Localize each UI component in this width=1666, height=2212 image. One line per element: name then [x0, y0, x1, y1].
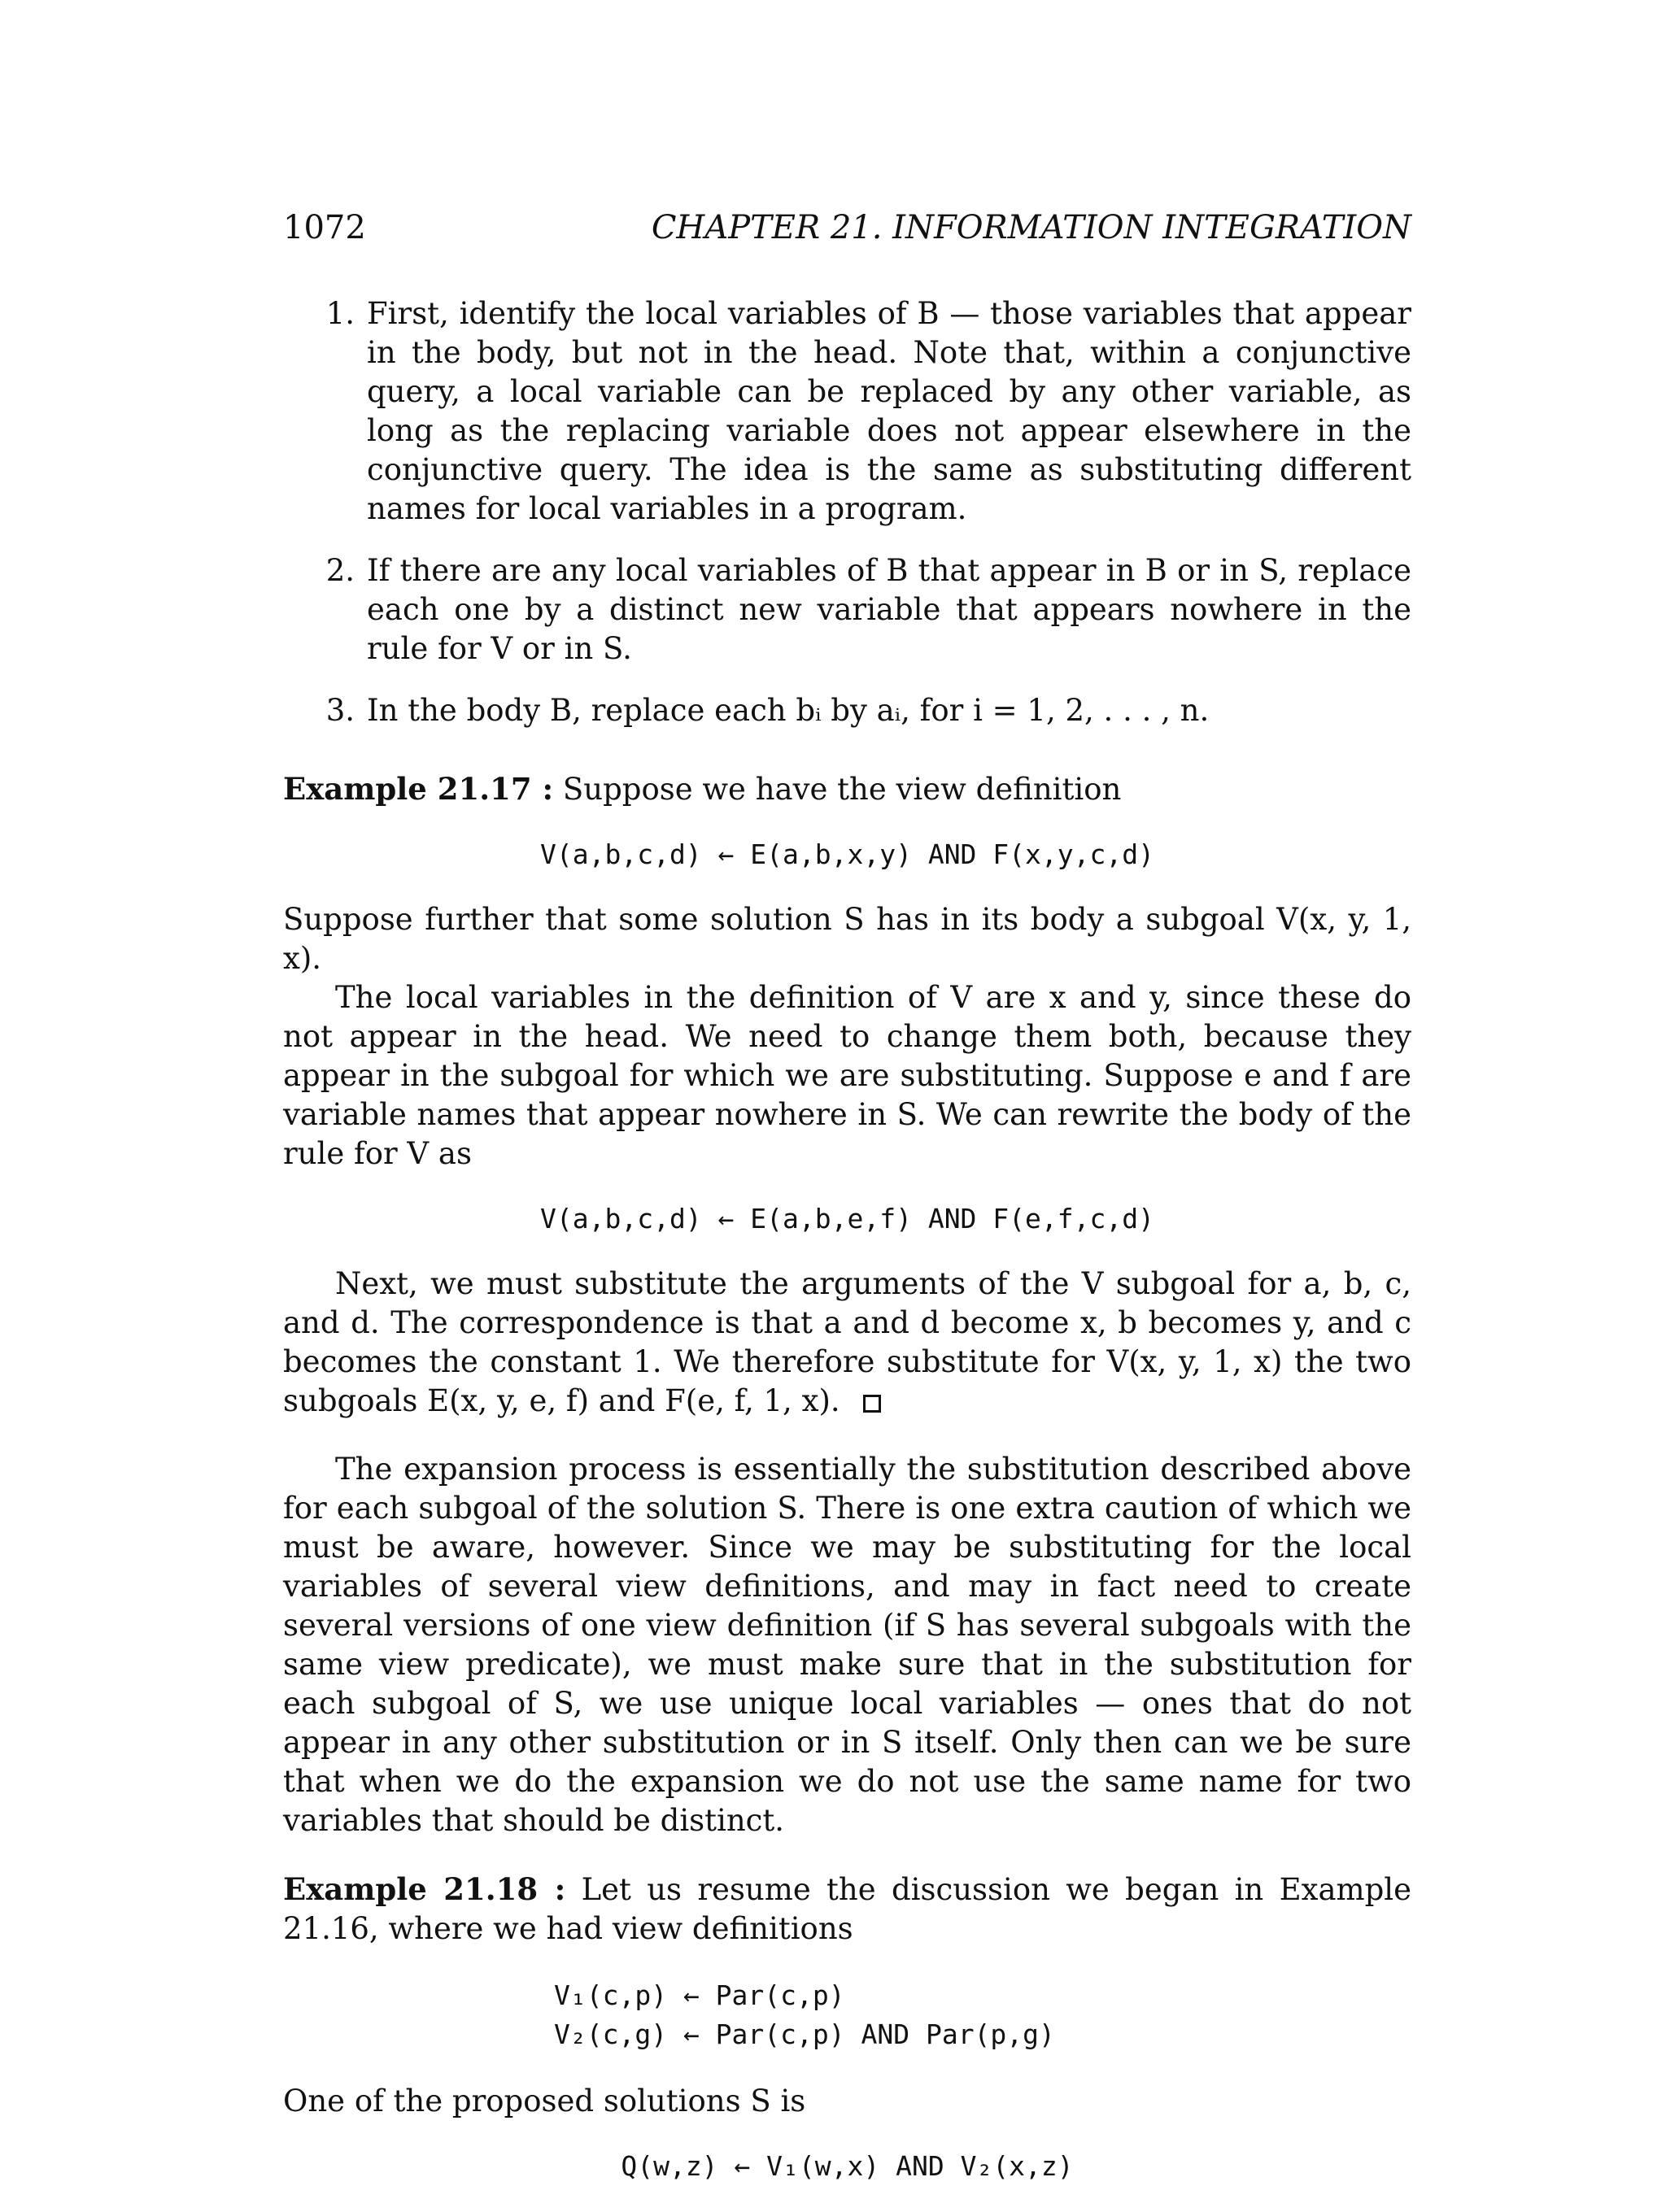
list-item — [283, 551, 1411, 668]
example-label: Example 21.18 : — [283, 1871, 566, 1907]
example-21-17-intro — [283, 769, 1411, 809]
proposed-solution-rule: Q(w,z) ← V₁(w,x) AND V₂(x,z) — [621, 2150, 1074, 2182]
page-number: 1072 — [283, 209, 366, 246]
list-item-text: If there are any local variables of B that appear in B or in S, replace each one by a distinct new variable that appears nowhere in the rule for V or in S. — [367, 553, 1411, 666]
list-item — [283, 691, 1411, 730]
list-item-number: 2. — [325, 553, 355, 588]
view-definition-v1: V₁(c,p) ← Par(c,p) — [554, 1979, 845, 2011]
view-definitions-block — [554, 1976, 1411, 2054]
paragraph: One of the proposed solutions S is — [283, 2084, 806, 2118]
paragraph: The expansion process is essentially the substitution described above for each subgoal of the solution S. There is one extra caution of which we must be aware, however. Since we may be substituting for the local variables of several view definitions, and may in fact need to create several versions of one view definition (if S has several subgoals with the same view predicate), we must make sure that in the substitution for each subgoal of S, we use unique local variables — ones that do not appear in any other substitution or in S itself. Only then can we be sure that when we do the expansion we do not use the same name for two variables that should be distinct. — [283, 1452, 1411, 1838]
paragraph: Suppose further that some solution S has in its body a subgoal V(x, y, 1, x). — [283, 902, 1411, 976]
running-head: CHAPTER 21. INFORMATION INTEGRATION — [651, 209, 1411, 246]
example-21-18-intro — [283, 1870, 1411, 1949]
list-item — [283, 294, 1411, 529]
expansion-steps-list — [283, 294, 1411, 730]
rewritten-rule: V(a,b,c,d) ← E(a,b,e,f) AND F(e,f,c,d) — [540, 1203, 1154, 1234]
end-of-example-icon — [863, 1395, 881, 1413]
example-intro-text: Suppose we have the view definition — [562, 772, 1122, 807]
list-item-text: In the body B, replace each bᵢ by aᵢ, for i = 1, 2, . . . , n. — [367, 693, 1210, 728]
view-definition-v2: V₂(c,g) ← Par(c,p) AND Par(p,g) — [554, 2018, 1055, 2050]
list-item-text: First, identify the local variables of B — those variables that appear in the body, but not in the head. Note that, within a conjunctive query, a local variable can be replaced by any other variable, as long as the replacing variable does not appear elsewhere in the conjunctive query. The idea is the same as substituting different names for local variables in a program. — [367, 296, 1411, 526]
list-item-number: 1. — [325, 296, 355, 331]
example-label: Example 21.17 : — [283, 771, 554, 807]
paragraph-text: Next, we must substitute the arguments of the V subgoal for a, b, c, and d. The correspondence is that a and d become x, b becomes y, and c becomes the constant 1. We therefore substitute for V(x, y, 1, x) the two subgoals E(x, y, e, f) and F(e, f, 1, x). — [283, 1266, 1411, 1418]
list-item-number: 3. — [325, 693, 355, 728]
view-definition-rule: V(a,b,c,d) ← E(a,b,x,y) AND F(x,y,c,d) — [540, 838, 1154, 870]
paragraph — [283, 1265, 1411, 1421]
paragraph: The local variables in the definition of V are x and y, since these do not appear in the head. We need to change them both, because they appear in the subgoal for which we are substituting. Suppose e and f are variable names that appear nowhere in S. We can rewrite the body of the rule for V as — [283, 980, 1411, 1171]
page-body — [283, 294, 1411, 2212]
example-intro-text: Let us resume the discussion we began in Example 21.16, where we had view definitions — [283, 1872, 1412, 1946]
